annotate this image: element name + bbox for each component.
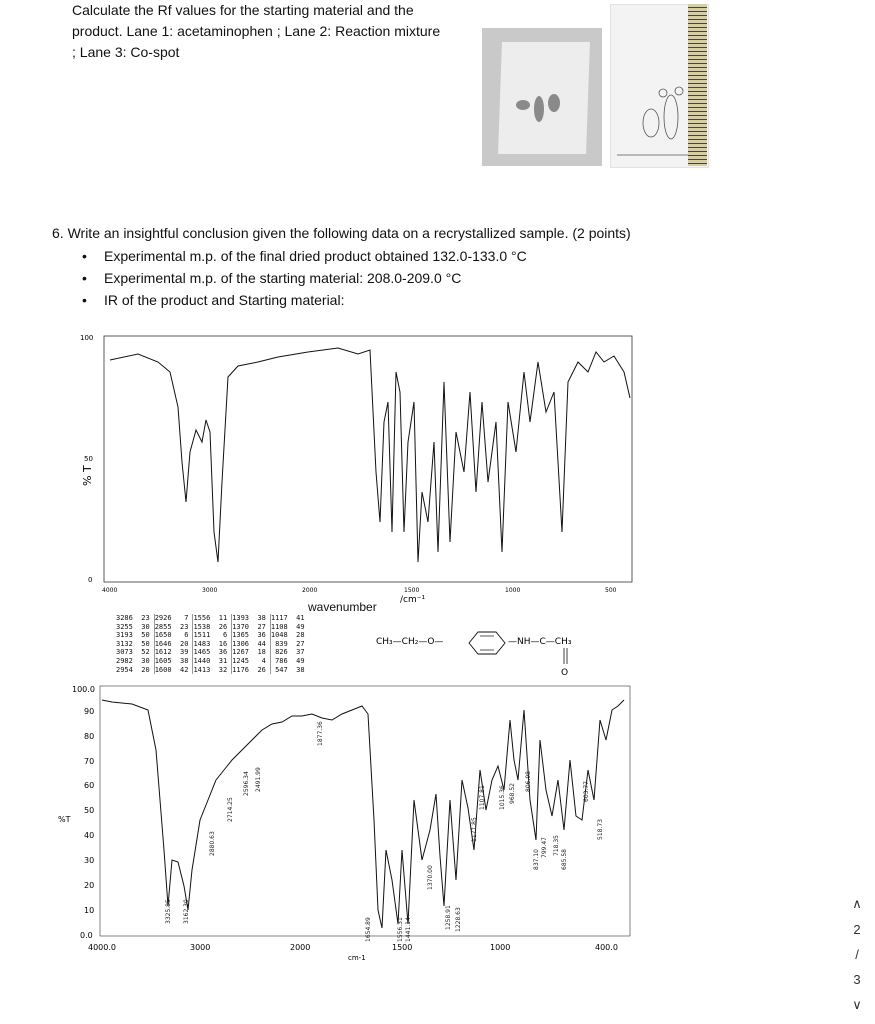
peak-label: 3325.85 [165, 899, 172, 924]
peak-label: 718.35 [553, 835, 560, 856]
tlc-spot [534, 96, 544, 122]
ruler [688, 4, 707, 166]
structure-right-group: —NH—C—CH₃ [508, 637, 572, 647]
table-cell: 3193 50 [116, 631, 150, 640]
pagination [849, 896, 865, 1023]
peak-label: 1441.14 [405, 917, 412, 942]
table-cell: 1511 6 [193, 631, 228, 640]
question-text [72, 0, 472, 63]
tlc-plate-photo [482, 28, 602, 166]
peak-label: 1228.63 [455, 907, 462, 932]
peak-label: 2714.25 [227, 797, 234, 822]
table-cell: 1612 39 [154, 648, 189, 657]
table-cell: 1048 28 [270, 631, 305, 640]
table-cell: 1465 36 [193, 648, 228, 657]
peak-label: 2880.63 [209, 831, 216, 856]
table-cell: 786 49 [270, 656, 305, 665]
x-tick: 1000 [505, 587, 521, 594]
table-cell: 1440 31 [193, 656, 228, 665]
question-6-heading: 6. Write an insightful conclusion given the following data on a recrystallized sample. (2 points) [52, 225, 631, 241]
y-tick: 20 [84, 881, 95, 890]
total-pages: 3 [853, 972, 861, 987]
bullet-item: • Experimental m.p. of the starting material: 208.0-209.0 °C [82, 267, 631, 289]
table-cell: 2855 23 [154, 622, 189, 631]
y-tick: 90 [84, 707, 95, 716]
benzene-ring [469, 632, 505, 654]
y-tick: 100.0 [72, 685, 95, 694]
spectrum-trace [110, 348, 630, 562]
peak-label: 1258.91 [445, 905, 452, 930]
tlc-spot [548, 94, 560, 112]
table-row [116, 614, 309, 674]
y-tick: 30 [84, 856, 95, 865]
next-page-button[interactable]: ∨ [852, 997, 862, 1012]
table-cell: 547 38 [270, 665, 305, 674]
table-cell: 1605 38 [154, 656, 189, 665]
table-cell: 1556 11 [193, 614, 228, 622]
table-cell: 1600 42 [154, 665, 189, 674]
peak-label: 518.73 [597, 819, 604, 840]
table-cell: 1650 6 [154, 631, 189, 640]
x-tick: 1500 [392, 943, 413, 952]
y-tick-0: 0 [88, 576, 93, 584]
table-cell: 3255 30 [116, 622, 150, 631]
question-line: Calculate the Rf values for the starting material and the [72, 2, 414, 18]
table-column [193, 614, 232, 674]
peak-label: 3162.30 [183, 899, 190, 924]
table-cell: 3132 50 [116, 639, 150, 648]
table-cell: 1306 44 [232, 639, 266, 648]
x-tick: 1000 [490, 943, 511, 952]
y-tick-50: 50 [84, 455, 93, 463]
table-cell: 839 27 [270, 639, 305, 648]
x-tick: 500 [605, 587, 617, 594]
peak-label: 2596.34 [243, 771, 250, 796]
x-tick: 400.0 [595, 943, 618, 952]
plot-frame [104, 336, 632, 582]
table-cell: 1365 36 [232, 631, 266, 640]
table-column [116, 614, 154, 674]
bullet-list [82, 245, 631, 311]
x-tick: 3000 [190, 943, 211, 952]
current-page-number: 2 [853, 922, 861, 937]
y-tick-100: 100 [80, 334, 94, 342]
peak-label: 799.47 [541, 837, 548, 858]
x-tick: 3000 [202, 587, 218, 594]
carbonyl-oxygen: O [561, 668, 569, 678]
question-line: product. Lane 1: acetaminophen ; Lane 2: Reaction mixture [72, 23, 441, 39]
table-cell: 1538 26 [193, 622, 228, 631]
question-6 [52, 222, 631, 311]
y-axis-label: %T [58, 815, 71, 824]
x-tick: 2000 [302, 587, 318, 594]
y-tick: 0.0 [80, 931, 93, 940]
sketch-spot [664, 95, 678, 139]
bullet-item: • Experimental m.p. of the final dried product obtained 132.0-133.0 °C [82, 245, 631, 267]
table-cell: 1117 41 [270, 614, 305, 622]
peak-label: 806.98 [525, 771, 532, 792]
table-cell: 1108 49 [270, 622, 305, 631]
table-cell: 1245 4 [232, 656, 266, 665]
y-tick: 10 [84, 906, 95, 915]
table-cell: 1413 32 [193, 665, 228, 674]
y-tick: 60 [84, 781, 95, 790]
page-separator: / [855, 947, 859, 962]
ir-spectrum-product [52, 680, 640, 970]
x-tick: 4000.0 [88, 943, 116, 952]
table-column [270, 614, 308, 674]
peak-label: 1015.36 [499, 785, 506, 810]
peak-label: 2491.99 [255, 767, 262, 792]
y-tick: 80 [84, 732, 95, 741]
question-line: ; Lane 3: Co-spot [72, 44, 180, 60]
x-unit-label: cm-1 [348, 954, 366, 962]
peak-label: 1877.36 [317, 721, 324, 746]
table-cell: 826 37 [270, 648, 305, 657]
wavenumber-label: wavenumber [308, 600, 377, 614]
sketch-spot [659, 89, 667, 97]
bullet-item: • IR of the product and Starting material: [82, 289, 631, 311]
ir-spectrum-starting-material [78, 332, 634, 604]
table-cell: 1646 20 [154, 639, 189, 648]
peak-label: 1556.31 [397, 917, 404, 942]
x-tick: 1500 [404, 587, 420, 594]
y-tick: 70 [84, 757, 95, 766]
peak-table [116, 614, 309, 674]
spectrum-trace [102, 700, 624, 928]
peak-label: 603.77 [583, 781, 590, 802]
table-cell: 2982 30 [116, 656, 150, 665]
table-cell: 2954 20 [116, 665, 150, 674]
table-cell: 2926 7 [154, 614, 189, 622]
peak-label: 1171.85 [471, 817, 478, 842]
chemical-structure [374, 622, 644, 682]
x-tick: 2000 [290, 943, 311, 952]
table-cell: 1267 18 [232, 648, 266, 657]
table-cell: 3286 23 [116, 614, 150, 622]
previous-page-button[interactable]: ∧ [852, 896, 862, 911]
y-tick: 50 [84, 806, 95, 815]
y-tick: 40 [84, 831, 95, 840]
y-axis-label: % T [81, 465, 94, 486]
peak-label: 685.58 [561, 849, 568, 870]
table-cell: 1176 26 [232, 665, 266, 674]
table-column [232, 614, 271, 674]
sketch-spot [643, 109, 659, 137]
peak-label: 1654.89 [365, 917, 372, 942]
tlc-spot [516, 100, 530, 110]
structure-left-group: CH₃—CH₂—O— [376, 637, 444, 647]
peak-label: 1107.81 [479, 785, 486, 810]
x-tick: 4000 [102, 587, 118, 594]
table-cell: 1370 27 [232, 622, 266, 631]
tlc-plate [498, 42, 590, 154]
peak-label: 968.52 [509, 783, 516, 804]
x-unit-label: /cm⁻¹ [400, 595, 426, 604]
peak-label: 837.10 [533, 849, 540, 870]
table-cell: 1393 38 [232, 614, 266, 622]
table-column [154, 614, 193, 674]
peak-label: 1370.00 [427, 865, 434, 890]
sketch-spot [675, 87, 683, 95]
table-cell: 3073 52 [116, 648, 150, 657]
table-cell: 1483 16 [193, 639, 228, 648]
